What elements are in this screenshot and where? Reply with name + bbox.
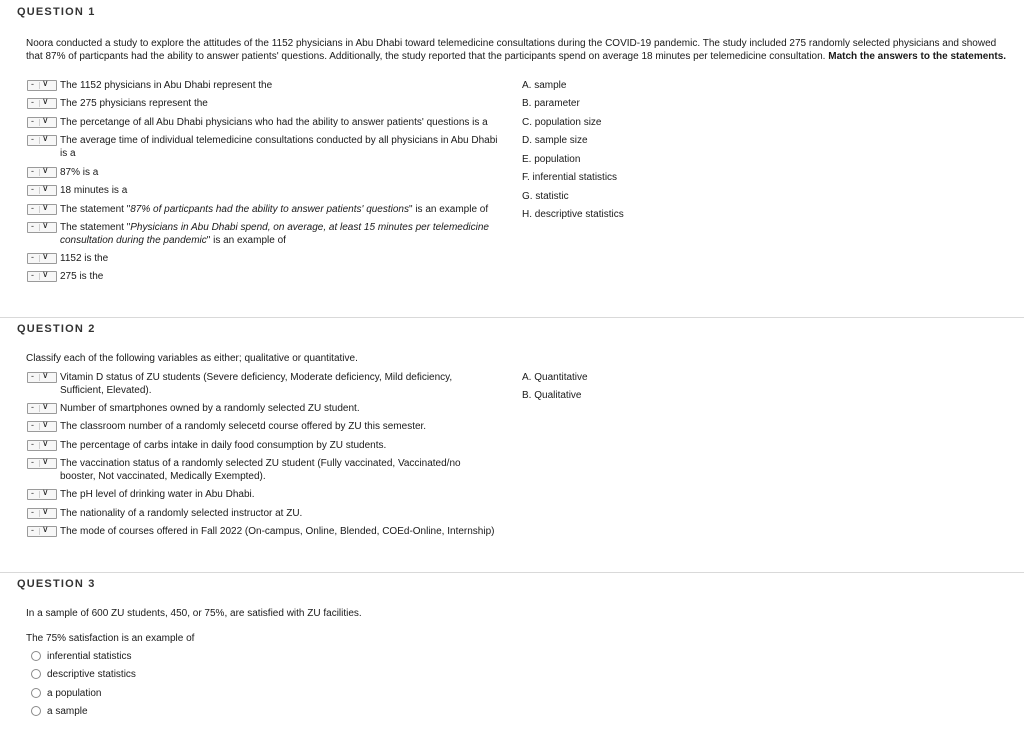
answer-option: H. descriptive statistics (522, 209, 624, 220)
answer-option: A. Quantitative (522, 372, 588, 383)
statement-text: Number of smartphones owned by a randomly selected ZU student. (60, 403, 360, 414)
statement-text: The percetange of all Abu Dhabi physicians who had the ability to answer patients' questions is a (60, 117, 488, 128)
answer-select[interactable]: - ∨ (27, 167, 57, 178)
statement-text: The statement "87% of particpants had the ability to answer patients' questions" is an example of (60, 204, 489, 215)
chevron-down-icon: ∨ (42, 251, 49, 261)
answer-select[interactable]: - ∨ (27, 508, 57, 519)
radio-option-label[interactable]: a sample (47, 706, 88, 717)
chevron-down-icon: ∨ (42, 165, 49, 175)
answer-option: B. Qualitative (522, 390, 582, 401)
answer-select[interactable]: - ∨ (27, 421, 57, 432)
statement-text: Vitamin D status of ZU students (Severe deficiency, Moderate deficiency, Mild deficiency, Sufficient, Elevated). (60, 372, 453, 396)
chevron-down-icon: ∨ (42, 96, 49, 106)
answer-select[interactable]: - ∨ (27, 80, 57, 91)
answer-select[interactable]: - ∨ (27, 489, 57, 500)
statement-text: The mode of courses offered in Fall 2022 (On-campus, Online, Blended, COEd-Online, Internship) (60, 526, 495, 537)
answer-select[interactable]: - ∨ (27, 526, 57, 537)
chevron-down-icon: ∨ (42, 487, 49, 497)
statement-text: The classroom number of a randomly selecetd course offered by ZU this semester. (60, 421, 427, 432)
chevron-down-icon: ∨ (42, 456, 49, 466)
statement-text: The 1152 physicians in Abu Dhabi represent the (60, 80, 273, 91)
radio-circle-icon[interactable] (31, 706, 41, 716)
question-3-question: The 75% satisfaction is an example of (26, 633, 195, 644)
divider (0, 317, 1024, 318)
answer-option: G. statistic (522, 191, 569, 202)
radio-option-label[interactable]: descriptive statistics (47, 669, 136, 680)
statement-text: The nationality of a randomly selected instructor at ZU. (60, 508, 303, 519)
answer-option: A. sample (522, 80, 567, 91)
answer-select[interactable]: - ∨ (27, 403, 57, 414)
statement-text: 1152 is the (60, 253, 109, 264)
radio-option-label[interactable]: a population (47, 688, 102, 699)
statement-text: 275 is the (60, 271, 104, 282)
answer-select[interactable]: - ∨ (27, 222, 57, 233)
statement-text: The average time of individual telemedicine consultations conducted by all physicians in Abu Dhabi is a (60, 135, 498, 159)
statement-text: The 275 physicians represent the (60, 98, 208, 109)
answer-select[interactable]: - ∨ (27, 440, 57, 451)
radio-circle-icon[interactable] (31, 651, 41, 661)
answer-select[interactable]: - ∨ (27, 458, 57, 469)
chevron-down-icon: ∨ (42, 220, 49, 230)
answer-select[interactable]: - ∨ (27, 117, 57, 128)
radio-option-label[interactable]: inferential statistics (47, 651, 132, 662)
answer-option: C. population size (522, 117, 602, 128)
chevron-down-icon: ∨ (42, 401, 49, 411)
statement-text: The pH level of drinking water in Abu Dhabi. (60, 489, 255, 500)
question-3-header: QUESTION 3 (17, 578, 96, 590)
statement-text: The percentage of carbs intake in daily food consumption by ZU students. (60, 440, 387, 451)
chevron-down-icon: ∨ (42, 506, 49, 516)
answer-select[interactable]: - ∨ (27, 135, 57, 146)
answer-option: D. sample size (522, 135, 588, 146)
answer-select[interactable]: - ∨ (27, 372, 57, 383)
statement-text: The statement "Physicians in Abu Dhabi spend, on average, at least 15 minutes per telemedicine consultation during the pandemic" is an example of (60, 222, 489, 246)
statement-text: 18 minutes is a (60, 185, 128, 196)
chevron-down-icon: ∨ (42, 419, 49, 429)
chevron-down-icon: ∨ (42, 183, 49, 193)
radio-circle-icon[interactable] (31, 688, 41, 698)
intro-text: Noora conducted a study to explore the attitudes of the 1152 physicians in Abu Dhabi toward telemedicine consultations during the COVID-19 pandemic. The study included 275 randomly selected physicians and showed that 87% of particpants had the ability to answer patients' questions. Additionally, the study reported that the participants spend on average 18 minutes per telemedicine consultation. (26, 38, 997, 62)
answer-select[interactable]: - ∨ (27, 271, 57, 282)
statement-text: 87% is a (60, 167, 99, 178)
question-2-prompt: Classify each of the following variables as either; qualitative or quantitative. (26, 353, 358, 364)
chevron-down-icon: ∨ (42, 370, 49, 380)
divider (0, 572, 1024, 573)
answer-select[interactable]: - ∨ (27, 98, 57, 109)
statement-text: The vaccination status of a randomly selected ZU student (Fully vaccinated, Vaccinated/no booster, Not vaccinated, Medically Exempted). (60, 458, 461, 482)
question-3-stem: In a sample of 600 ZU students, 450, or 75%, are satisfied with ZU facilities. (26, 608, 362, 619)
answer-select[interactable]: - ∨ (27, 253, 57, 264)
answer-option: B. parameter (522, 98, 580, 109)
chevron-down-icon: ∨ (42, 133, 49, 143)
answer-option: F. inferential statistics (522, 172, 618, 183)
question-2-header: QUESTION 2 (17, 323, 96, 335)
radio-circle-icon[interactable] (31, 669, 41, 679)
chevron-down-icon: ∨ (42, 269, 49, 279)
intro-instruction: Match the answers to the statements. (828, 51, 1007, 62)
chevron-down-icon: ∨ (42, 524, 49, 534)
answer-option: E. population (522, 154, 581, 165)
chevron-down-icon: ∨ (42, 78, 49, 88)
chevron-down-icon: ∨ (42, 438, 49, 448)
question-1-intro (26, 37, 1011, 63)
answer-select[interactable]: - ∨ (27, 204, 57, 215)
question-1-header: QUESTION 1 (17, 6, 96, 18)
chevron-down-icon: ∨ (42, 202, 49, 212)
chevron-down-icon: ∨ (42, 115, 49, 125)
answer-select[interactable]: - ∨ (27, 185, 57, 196)
